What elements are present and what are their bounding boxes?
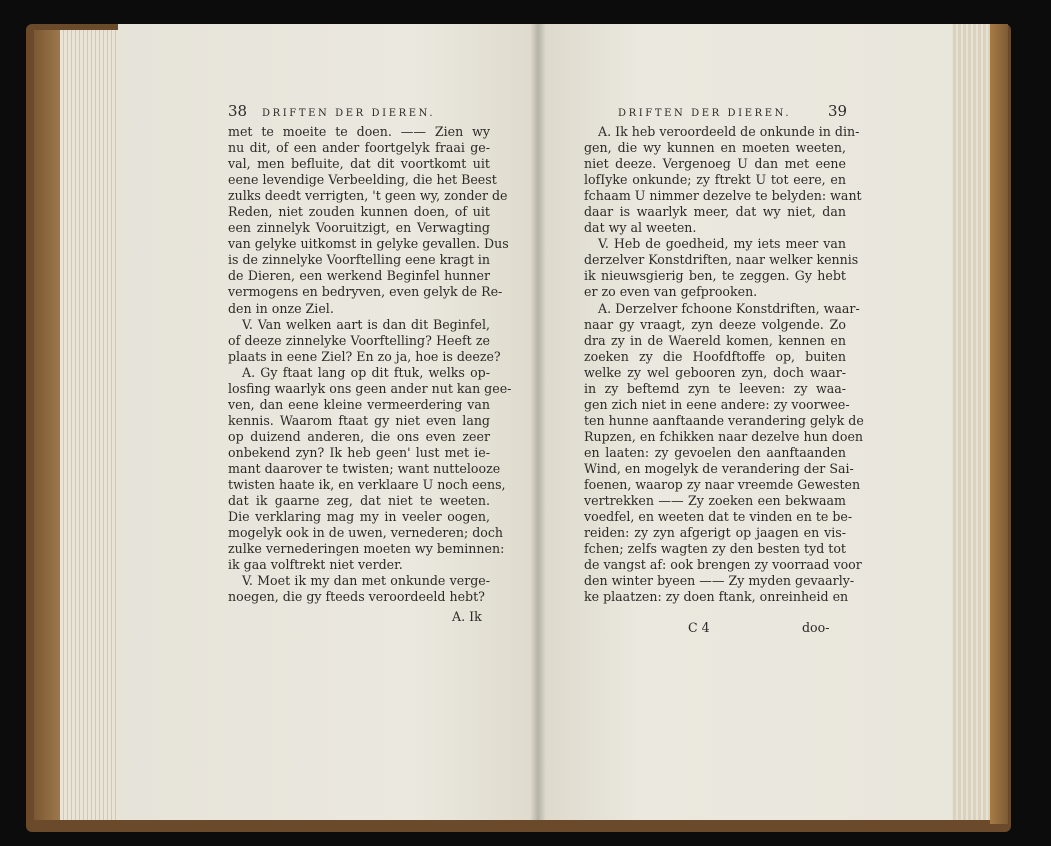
text-line: V. Heb de goedheid, my iets meer van [598,236,846,252]
text-line: kennis. Waarom ftaat gy niet even lang [228,412,490,428]
text-line: niet deeze. Vergenoeg U dan met eene [584,156,846,172]
text-line: fchaam U nimmer dezelve te belyden: want [584,188,862,204]
right-page [538,24,952,820]
text-line: een zinnelyk Vooruitzigt, en Verwagting [228,220,490,236]
text-line: ke plaatzen: zy doen ftank, onreinheid en [584,589,849,605]
text-line: plaats in eene Ziel? En zo ja, hoe is deeze? [228,348,501,364]
text-line: dra zy in de Waereld komen, kennen en [584,332,846,348]
text-line: zulke vernederingen moeten wy beminnen: [228,541,505,557]
text-line: eene levendige Verbeelding, die het Beest [228,172,497,188]
text-line: reiden: zy zyn afgerigt op jaagen en vis- [584,525,846,541]
text-line: noegen, die gy fteeds veroordeeld hebt? [228,589,485,605]
text-line: ik nieuwsgierig ben, te zeggen. Gy hebt [584,268,846,284]
text-line: A. Derzelver fchoone Konstdriften, waar- [598,300,860,316]
text-line: is de zinnelyke Voorftelling eene kragt in [228,252,491,268]
text-line: zulks deedt verrigten, 't geen wy, zonder de [228,188,508,204]
text-line: ten hunne aanftaande verandering gelyk de [584,412,864,428]
text-line: gen, die wy kunnen en moeten weeten, [584,140,846,156]
text-line: gen zich niet in eene andere: zy voorwee- [584,396,850,412]
text-line: zoeken zy die Hoofdftoffe op, buiten [584,348,846,364]
book-gutter [530,24,546,820]
text-line: mogelyk ook in de uwen, vernederen; doch [228,525,504,541]
text-line: met te moeite te doen. —— Zien wy [228,124,490,139]
right-page-text [584,124,864,605]
running-head-right: DRIFTEN DER DIEREN. [618,108,792,119]
page-number-left: 38 [228,102,248,120]
text-line: losfing waarlyk ons geen ander nut kan gee- [228,380,512,396]
running-head-left: DRIFTEN DER DIEREN. [262,108,436,119]
text-line: Reden, niet zouden kunnen doen, of uit [228,204,490,220]
text-line: of deeze zinnelyke Voorftelling? Heeft ze [228,332,490,348]
text-line: Wind, en mogelyk de verandering der Sai- [584,460,854,476]
text-line: A. Gy ftaat lang op dit ftuk, welks op- [242,364,490,380]
text-line: nu dit, of een ander foortgelyk fraai ge- [228,140,490,156]
text-line: derzelver Konstdriften, naar welker kennis [584,252,859,268]
text-line: in zy beftemd zyn te leeven: zy waa- [584,380,846,396]
text-line: den in onze Ziel. [228,300,334,316]
text-line: lofIyke onkunde; zy ftrekt U tot eere, en [584,172,846,188]
page-stack-right [948,24,996,820]
page-stack-left [60,30,124,820]
text-line: de vangst af: ook brengen zy voorraad voor [584,557,862,573]
left-page-text [228,124,512,605]
text-line: mant daarover te twisten; want nuttelooze [228,460,501,476]
text-line: Rupzen, en fchikken naar dezelve hun doen [584,428,864,444]
text-line: dat ik gaarne zeg, dat niet te weeten. [228,493,490,509]
text-line: vermogens en bedryven, even gelyk de Re- [228,284,503,300]
page-number-right: 39 [828,102,848,120]
text-line: dat wy al weeten. [584,220,697,236]
catchword-left: A. Ik [452,609,482,624]
text-line: fchen; zelfs wagten zy den besten tyd tot [584,541,846,557]
text-line: welke zy wel gebooren zyn, doch waar- [584,364,846,380]
left-page [118,24,538,820]
text-line: twisten haate ik, en verklaare U noch eens, [228,477,506,493]
text-line: val, men befluite, dat dit voortkomt uit [228,156,490,172]
cover-edge-right [990,24,1008,824]
catchword-right: doo- [802,620,830,635]
text-line: ven, dan eene kleine vermeerdering van [228,396,490,412]
signature-mark: C 4 [688,620,710,635]
text-line: V. Moet ik my dan met onkunde verge- [242,573,490,589]
text-line: ik gaa volftrekt niet verder. [228,557,403,573]
text-line: daar is waarlyk meer, dat wy niet, dan [584,204,846,220]
text-line: V. Van welken aart is dan dit Beginfel, [242,316,490,332]
text-line: en laaten: zy gevoelen den aanftaanden [584,444,846,460]
text-line: naar gy vraagt, zyn deeze volgende. Zo [584,316,846,332]
text-line: er zo even van gefprooken. [584,284,758,300]
text-line: den winter byeen —— Zy myden gevaarly- [584,573,855,589]
text-line: A. Ik heb veroordeeld de onkunde in din- [598,124,860,139]
text-line: Die verklaring mag my in veeler oogen, [228,509,490,525]
text-line: voedfel, en weeten dat te vinden en te be- [584,509,853,525]
text-line: vertrekken —— Zy zoeken een bekwaam [584,493,846,509]
text-line: de Dieren, een werkend Beginfel hunner [228,268,490,284]
text-line: foenen, waarop zy naar vreemde Gewesten [584,477,861,493]
text-line: van gelyke uitkomst in gelyke gevallen. Dus [228,236,509,252]
text-line: op duizend anderen, die ons even zeer [228,428,490,444]
text-line: onbekend zyn? Ik heb geen' lust met ie- [228,444,490,460]
